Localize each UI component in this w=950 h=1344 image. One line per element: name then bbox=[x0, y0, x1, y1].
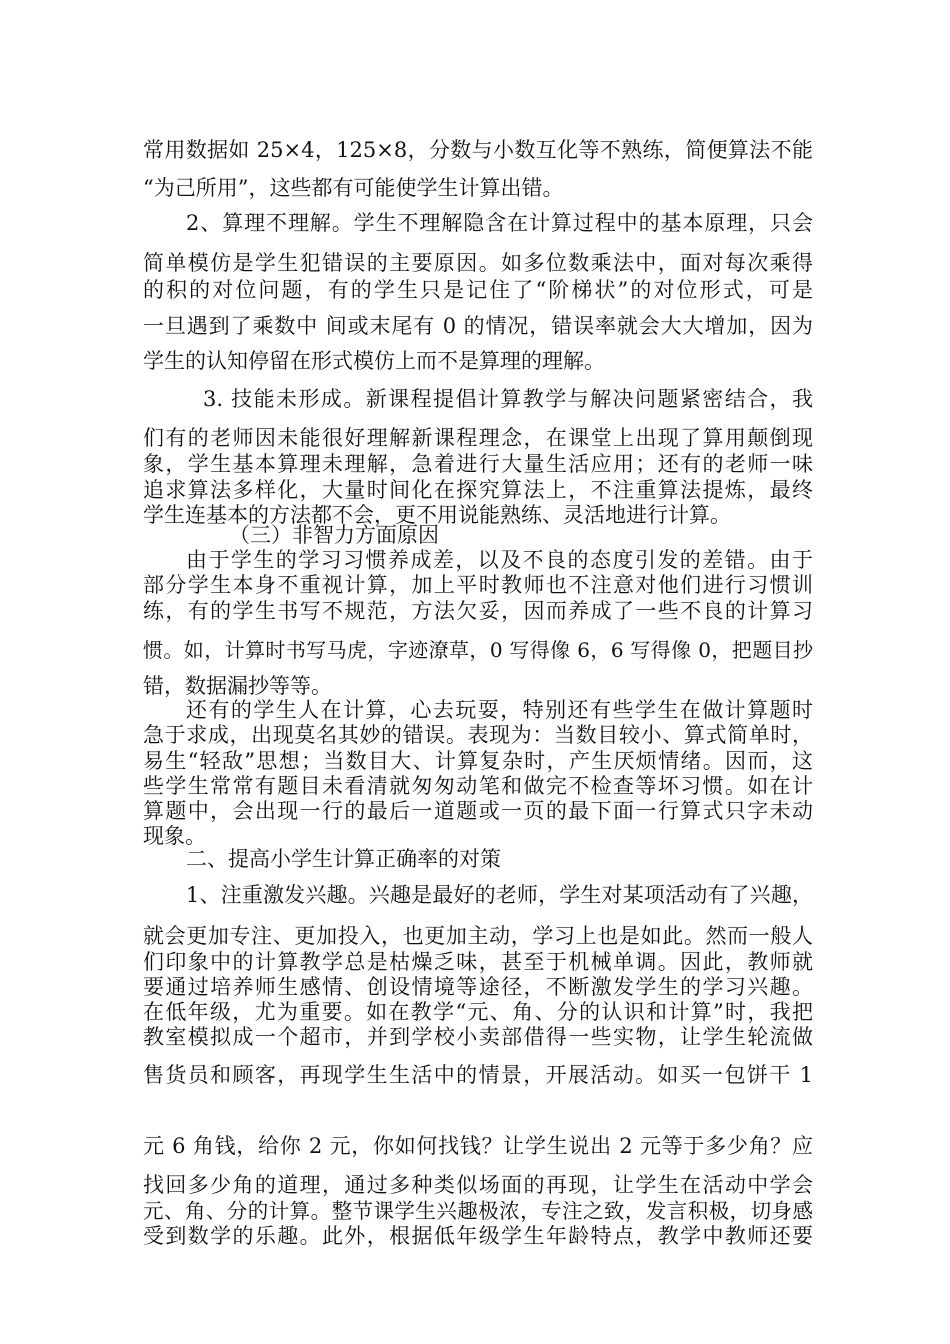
text-line: 学生的认知停留在形式模仿上而不是算理的理解。 bbox=[143, 349, 605, 373]
text-line: 还有的学生人在计算，心去玩耍，特别还有些学生在做计算题时 bbox=[186, 698, 813, 722]
text-line: 算题中，会出现一行的最后一道题或一页的最下面一行算式只字未动 bbox=[143, 799, 813, 823]
section-heading: 二、提高小学生计算正确率的对策 bbox=[186, 847, 501, 871]
text-line: 们有的老师因未能很好理解新课程理念，在课堂上出现了算用颠倒现 bbox=[143, 426, 813, 450]
text-line: 常用数据如 25×4，125×8，分数与小数互化等不熟练，简便算法不能 bbox=[143, 138, 813, 162]
text-line: 练，有的学生书写不规范，方法欠妥，因而养成了一些不良的计算习 bbox=[143, 599, 813, 623]
text-line: 学生连基本的方法都不会，更不用说能熟练、灵活地进行计算。 bbox=[143, 503, 731, 527]
text-line: 元 6 角钱，给你 2 元，你如何找钱？让学生说出 2 元等于多少角？应 bbox=[143, 1134, 813, 1158]
text-line: 些学生常常有题目未看清就匆匆动笔和做完不检查等坏习惯。如在计 bbox=[143, 774, 813, 798]
text-line: 一旦遇到了乘数中 间或末尾有 0 的情况，错误率就会大大增加，因为 bbox=[143, 314, 813, 338]
text-line: 们印象中的计算教学总是枯燥乏味，甚至于机械单调。因此，教师就 bbox=[143, 950, 813, 974]
text-line: 在低年级，尤为重要。如在教学“元、角、分的认识和计算”时，我把 bbox=[143, 1000, 813, 1024]
text-line: 3. 技能未形成。新课程提倡计算教学与解决问题紧密结合，我 bbox=[203, 387, 813, 411]
text-line: 2、算理不理解。学生不理解隐含在计算过程中的基本原理，只会 bbox=[186, 211, 813, 235]
text-line: 易生“轻敌”思想；当数目大、计算复杂时，产生厌烦情绪。因而，这 bbox=[143, 749, 813, 773]
text-line: 要通过培养师生感情、创设情境等途径，不断激发学生的学习兴趣。 bbox=[143, 975, 813, 999]
text-line: 的积的对位问题，有的学生只是记住了“阶梯状”的对位形式，可是 bbox=[143, 278, 813, 302]
text-line: 找回多少角的道理，通过多种类似场面的再现，让学生在活动中学会 bbox=[143, 1173, 813, 1197]
text-line: 教室模拟成一个超市，并到学校小卖部借得一些实物，让学生轮流做 bbox=[143, 1025, 813, 1049]
text-line: 受到数学的乐趣。此外，根据低年级学生年龄特点，教学中教师还要 bbox=[143, 1224, 813, 1248]
text-line: 急于求成，出现莫名其妙的错误。表现为：当数目较小、算式简单时， bbox=[143, 723, 813, 747]
text-line: “为己所用”，这些都有可能使学生计算出错。 bbox=[143, 176, 564, 200]
section-heading: （三）非智力方面原因 bbox=[229, 523, 439, 547]
text-line: 错，数据漏抄等等。 bbox=[143, 674, 332, 698]
text-line: 元、角、分的计算。整节课学生兴趣极浓，专注之致，发言积极，切身感 bbox=[143, 1199, 813, 1223]
text-line: 象，学生基本算理未理解，急着进行大量生活应用；还有的老师一味 bbox=[143, 452, 813, 476]
text-line: 追求算法多样化，大量时间化在探究算法上，不注重算法提炼，最终 bbox=[143, 478, 813, 502]
text-line: 由于学生的学习习惯养成差，以及不良的态度引发的差错。由于 bbox=[186, 548, 813, 572]
text-line: 现象。 bbox=[143, 824, 206, 848]
text-line: 1、注重激发兴趣。兴趣是最好的老师，学生对某项活动有了兴趣， bbox=[186, 883, 813, 907]
text-line: 售货员和顾客，再现学生生活中的情景，开展活动。如买一包饼干 1 bbox=[143, 1063, 813, 1087]
text-line: 简单模仿是学生犯错误的主要原因。如多位数乘法中，面对每次乘得 bbox=[143, 251, 813, 275]
text-line: 惯。如，计算时书写马虎，字迹潦草，0 写得像 6，6 写得像 0，把题目抄 bbox=[143, 638, 813, 662]
text-line: 就会更加专注、更加投入，也更加主动，学习上也是如此。然而一般人 bbox=[143, 924, 813, 948]
text-line: 部分学生本身不重视计算，加上平时教师也不注意对他们进行习惯训 bbox=[143, 573, 813, 597]
